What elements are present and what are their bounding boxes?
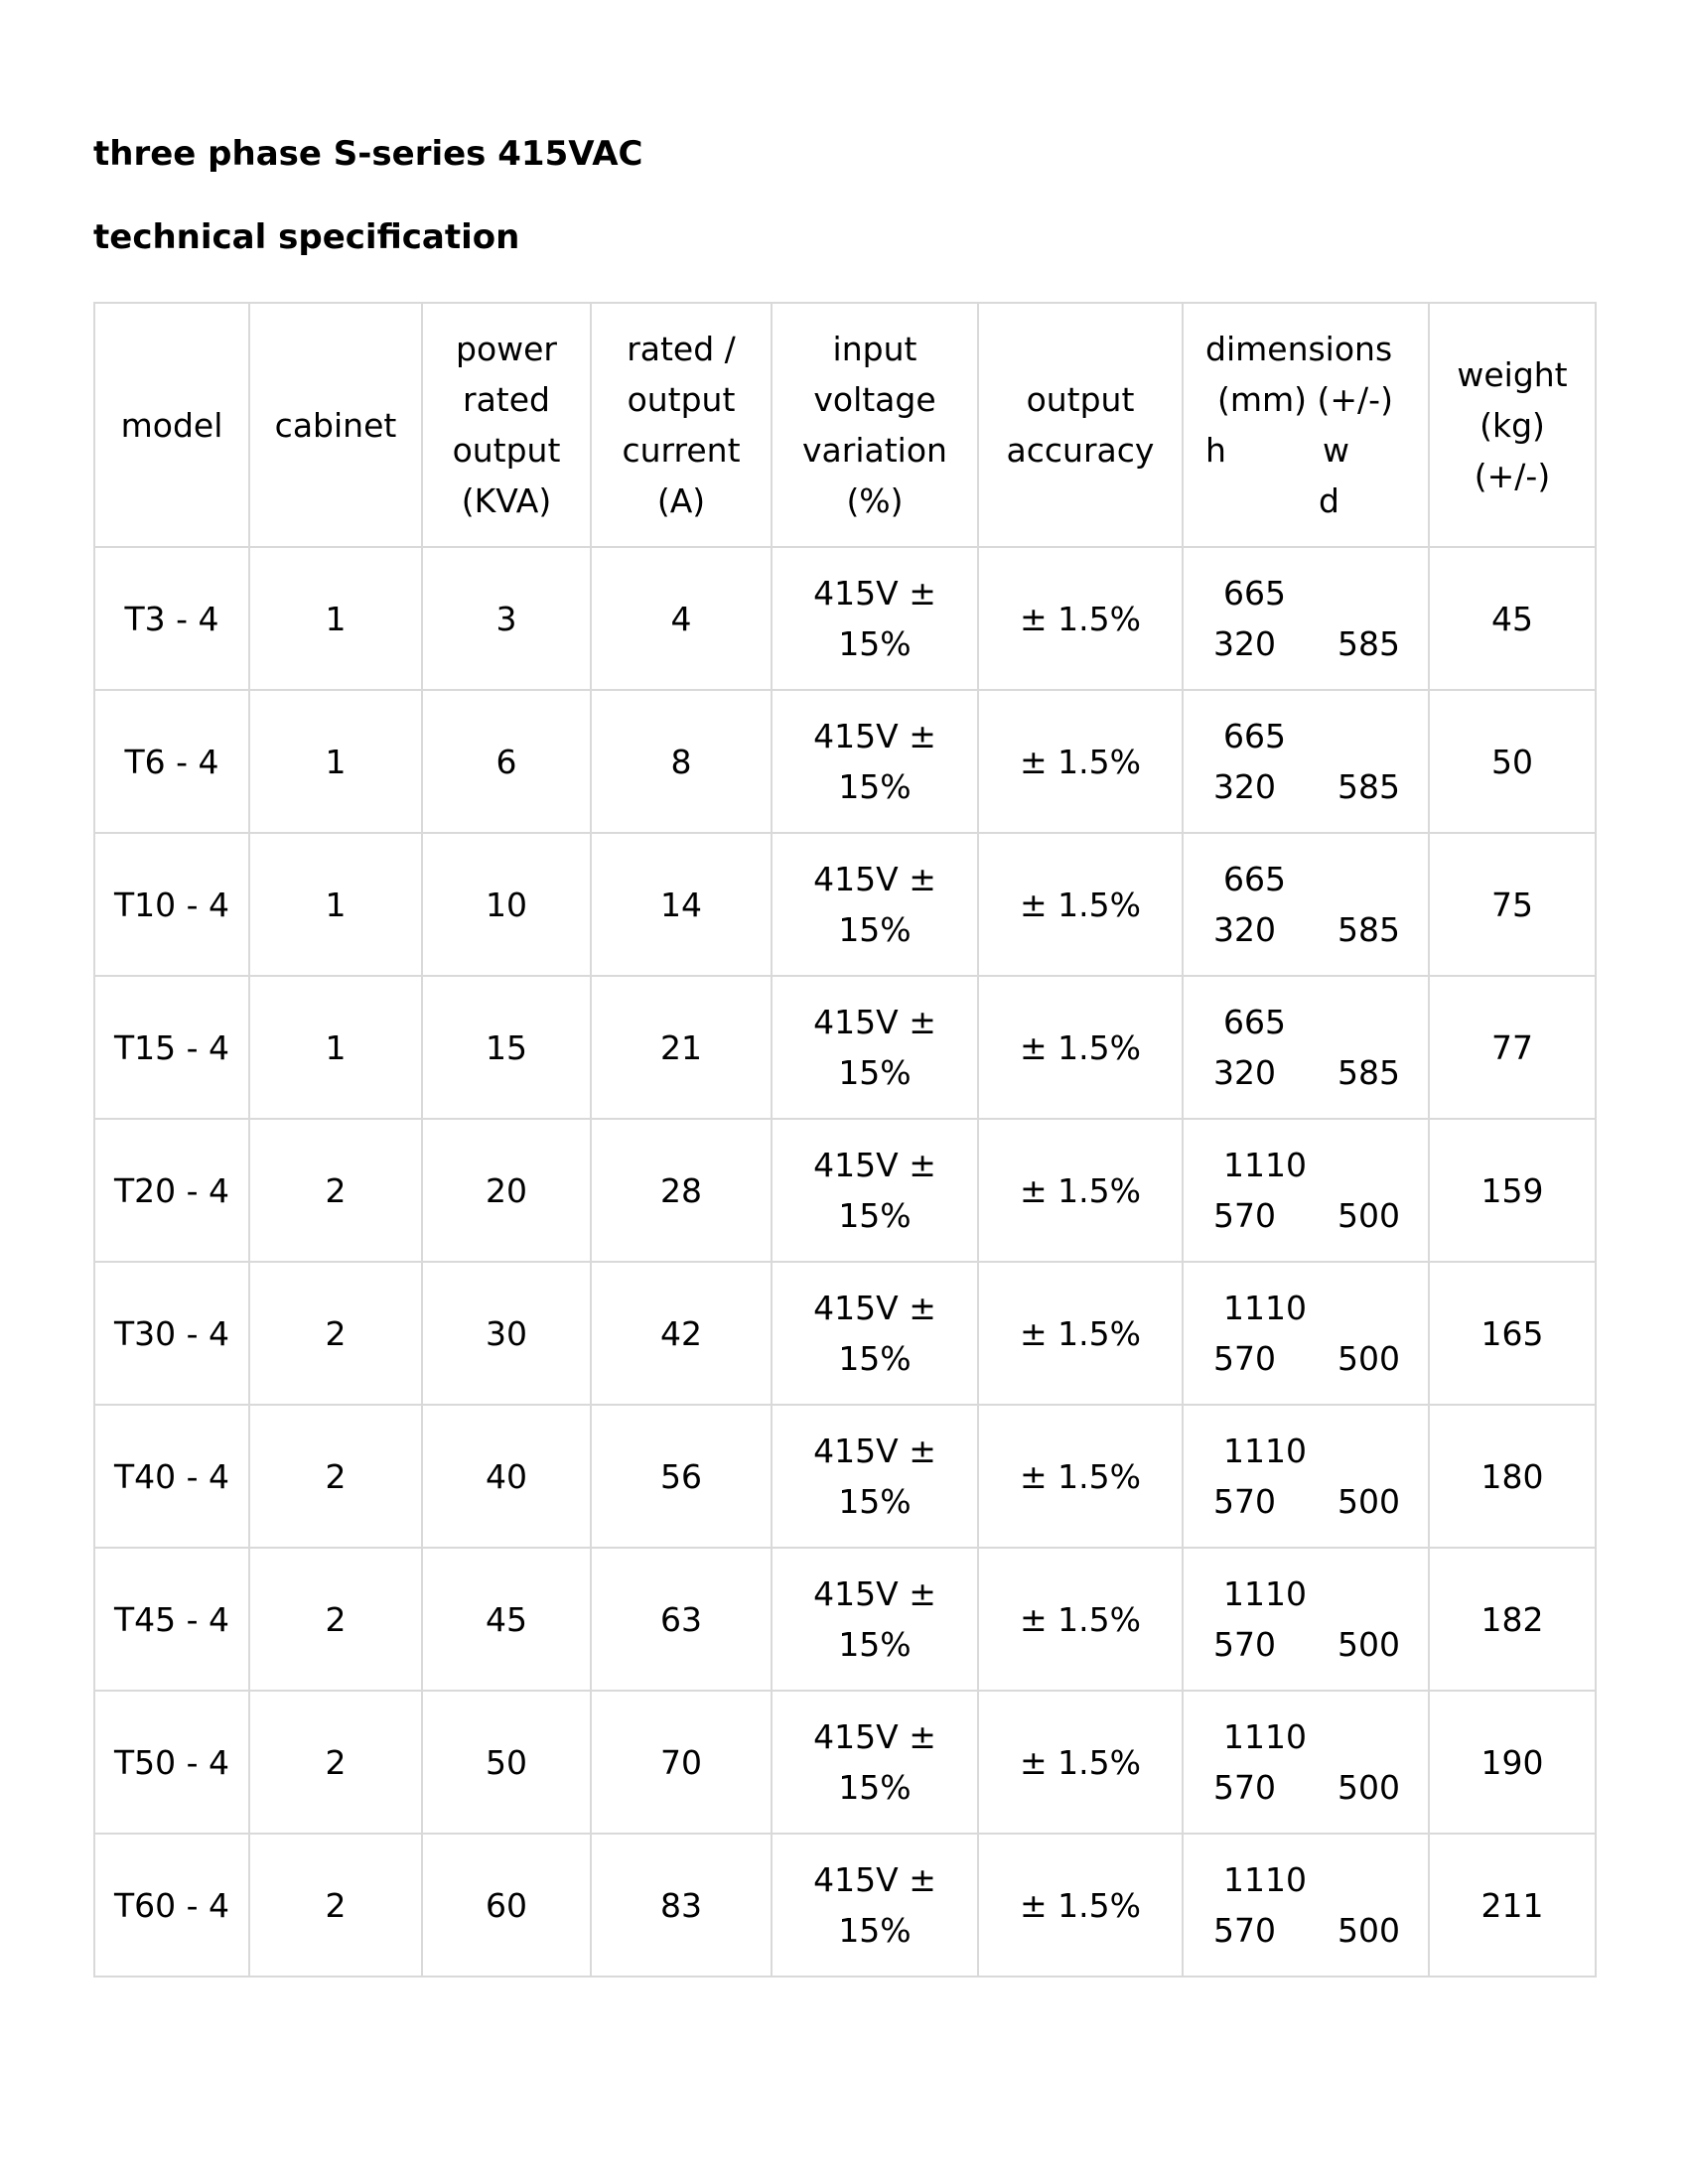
dimension-height: 1110	[1223, 1146, 1307, 1184]
cell-current: 8	[591, 690, 772, 833]
dimension-depth: 585	[1337, 910, 1400, 949]
table-row	[94, 1548, 1596, 1691]
dimensions-d-label: d	[1319, 481, 1339, 520]
dimension-width-depth	[1194, 1905, 1418, 1956]
cell-model: T6 - 4	[94, 690, 249, 833]
dimension-width: 570	[1213, 1911, 1276, 1950]
dimension-width: 570	[1213, 1482, 1276, 1521]
header-model: model	[94, 303, 249, 547]
cell-input-voltage: 415V ± 15%	[772, 1119, 978, 1262]
dimensions-values	[1194, 997, 1418, 1098]
dimension-height: 665	[1223, 717, 1286, 755]
cell-dimensions	[1183, 1548, 1429, 1691]
dimension-width-depth	[1194, 1476, 1418, 1527]
dimension-depth: 585	[1337, 624, 1400, 663]
header-row	[94, 303, 1596, 547]
cell-current: 21	[591, 976, 772, 1119]
dimension-width: 570	[1213, 1196, 1276, 1235]
table-row	[94, 1691, 1596, 1834]
cell-weight: 77	[1429, 976, 1596, 1119]
dimensions-w-label: w	[1323, 431, 1349, 470]
cell-dimensions	[1183, 690, 1429, 833]
cell-weight: 50	[1429, 690, 1596, 833]
dimension-height: 665	[1223, 860, 1286, 898]
dimension-depth: 585	[1337, 767, 1400, 806]
table-body	[94, 547, 1596, 1977]
cell-power: 45	[422, 1548, 591, 1691]
table-row	[94, 547, 1596, 690]
cell-model: T30 - 4	[94, 1262, 249, 1405]
dimension-width: 570	[1213, 1768, 1276, 1807]
cell-dimensions	[1183, 1834, 1429, 1977]
cell-power: 60	[422, 1834, 591, 1977]
header-weight: weight (kg) (+/-)	[1429, 303, 1596, 547]
dimensions-values	[1194, 568, 1418, 669]
dimension-depth: 500	[1337, 1196, 1400, 1235]
dimension-width-depth	[1194, 1619, 1418, 1670]
cell-current: 4	[591, 547, 772, 690]
cell-cabinet: 1	[249, 690, 422, 833]
dimensions-values	[1194, 1569, 1418, 1670]
cell-input-voltage: 415V ± 15%	[772, 1691, 978, 1834]
cell-dimensions	[1183, 833, 1429, 976]
header-output-accuracy: output accuracy	[978, 303, 1183, 547]
cell-model: T20 - 4	[94, 1119, 249, 1262]
dimension-height: 1110	[1223, 1432, 1307, 1470]
cell-cabinet: 1	[249, 976, 422, 1119]
cell-power: 40	[422, 1405, 591, 1548]
cell-dimensions	[1183, 547, 1429, 690]
cell-power: 6	[422, 690, 591, 833]
cell-power: 15	[422, 976, 591, 1119]
cell-dimensions	[1183, 1405, 1429, 1548]
cell-input-voltage: 415V ± 15%	[772, 547, 978, 690]
cell-model: T3 - 4	[94, 547, 249, 690]
dimension-width: 320	[1213, 1053, 1276, 1092]
dimensions-header-block	[1194, 324, 1418, 526]
cell-current: 28	[591, 1119, 772, 1262]
dimensions-values	[1194, 854, 1418, 955]
cell-output-accuracy: ± 1.5%	[978, 1119, 1183, 1262]
dimensions-unit: (mm) (+/-)	[1217, 380, 1393, 419]
cell-model: T15 - 4	[94, 976, 249, 1119]
dimension-width-depth	[1194, 761, 1418, 812]
table-row	[94, 833, 1596, 976]
cell-weight: 159	[1429, 1119, 1596, 1262]
dimension-width: 320	[1213, 910, 1276, 949]
cell-input-voltage: 415V ± 15%	[772, 833, 978, 976]
cell-current: 83	[591, 1834, 772, 1977]
cell-input-voltage: 415V ± 15%	[772, 690, 978, 833]
dimension-depth: 585	[1337, 1053, 1400, 1092]
cell-output-accuracy: ± 1.5%	[978, 833, 1183, 976]
cell-output-accuracy: ± 1.5%	[978, 1548, 1183, 1691]
dimensions-values	[1194, 1854, 1418, 1956]
table-row	[94, 690, 1596, 833]
dimension-width-depth	[1194, 1762, 1418, 1813]
cell-output-accuracy: ± 1.5%	[978, 1834, 1183, 1977]
cell-current: 14	[591, 833, 772, 976]
dimensions-values	[1194, 711, 1418, 812]
cell-output-accuracy: ± 1.5%	[978, 1405, 1183, 1548]
cell-dimensions	[1183, 1119, 1429, 1262]
cell-model: T45 - 4	[94, 1548, 249, 1691]
header-input-voltage: input voltage variation (%)	[772, 303, 978, 547]
specification-table	[93, 302, 1597, 1978]
cell-power: 3	[422, 547, 591, 690]
cell-weight: 75	[1429, 833, 1596, 976]
dimension-depth: 500	[1337, 1339, 1400, 1378]
header-dimensions	[1183, 303, 1429, 547]
cell-output-accuracy: ± 1.5%	[978, 690, 1183, 833]
cell-cabinet: 2	[249, 1834, 422, 1977]
cell-dimensions	[1183, 976, 1429, 1119]
dimensions-values	[1194, 1711, 1418, 1813]
dimension-height: 665	[1223, 1003, 1286, 1041]
cell-model: T40 - 4	[94, 1405, 249, 1548]
cell-input-voltage: 415V ± 15%	[772, 976, 978, 1119]
cell-input-voltage: 415V ± 15%	[772, 1834, 978, 1977]
cell-weight: 211	[1429, 1834, 1596, 1977]
dimensions-h-label: h	[1205, 431, 1226, 470]
cell-cabinet: 2	[249, 1548, 422, 1691]
cell-cabinet: 2	[249, 1262, 422, 1405]
dimension-depth: 500	[1337, 1768, 1400, 1807]
dimensions-values	[1194, 1140, 1418, 1241]
cell-model: T50 - 4	[94, 1691, 249, 1834]
document-title: three phase S-series 415VAC	[93, 134, 643, 174]
dimension-height: 1110	[1223, 1717, 1307, 1756]
table-row	[94, 1119, 1596, 1262]
dimension-height: 1110	[1223, 1860, 1307, 1899]
dimension-height: 1110	[1223, 1574, 1307, 1613]
table-row	[94, 1262, 1596, 1405]
dimension-depth: 500	[1337, 1482, 1400, 1521]
cell-weight: 180	[1429, 1405, 1596, 1548]
cell-model: T10 - 4	[94, 833, 249, 976]
cell-weight: 45	[1429, 547, 1596, 690]
cell-power: 30	[422, 1262, 591, 1405]
dimension-width-depth	[1194, 1047, 1418, 1098]
cell-power: 20	[422, 1119, 591, 1262]
dimension-height: 1110	[1223, 1289, 1307, 1327]
table-row	[94, 976, 1596, 1119]
cell-current: 63	[591, 1548, 772, 1691]
dimension-width: 570	[1213, 1339, 1276, 1378]
document-subtitle: technical specification	[93, 217, 520, 257]
cell-output-accuracy: ± 1.5%	[978, 1262, 1183, 1405]
cell-cabinet: 2	[249, 1119, 422, 1262]
cell-input-voltage: 415V ± 15%	[772, 1262, 978, 1405]
cell-current: 56	[591, 1405, 772, 1548]
cell-cabinet: 2	[249, 1691, 422, 1834]
table-header	[94, 303, 1596, 547]
dimensions-title: dimensions	[1205, 330, 1393, 368]
cell-weight: 165	[1429, 1262, 1596, 1405]
dimension-width-depth	[1194, 618, 1418, 669]
cell-output-accuracy: ± 1.5%	[978, 1691, 1183, 1834]
dimensions-values	[1194, 1426, 1418, 1527]
cell-dimensions	[1183, 1691, 1429, 1834]
dimension-width: 320	[1213, 767, 1276, 806]
cell-current: 42	[591, 1262, 772, 1405]
cell-input-voltage: 415V ± 15%	[772, 1548, 978, 1691]
dimensions-values	[1194, 1283, 1418, 1384]
header-current: rated / output current (A)	[591, 303, 772, 547]
cell-current: 70	[591, 1691, 772, 1834]
cell-dimensions	[1183, 1262, 1429, 1405]
cell-weight: 190	[1429, 1691, 1596, 1834]
cell-cabinet: 1	[249, 547, 422, 690]
header-power: power rated output (KVA)	[422, 303, 591, 547]
header-cabinet: cabinet	[249, 303, 422, 547]
dimension-width-depth	[1194, 904, 1418, 955]
table-row	[94, 1834, 1596, 1977]
cell-model: T60 - 4	[94, 1834, 249, 1977]
dimension-width-depth	[1194, 1190, 1418, 1241]
dimension-height: 665	[1223, 574, 1286, 613]
cell-output-accuracy: ± 1.5%	[978, 547, 1183, 690]
cell-input-voltage: 415V ± 15%	[772, 1405, 978, 1548]
dimension-width: 320	[1213, 624, 1276, 663]
dimension-depth: 500	[1337, 1625, 1400, 1664]
dimensions-hw	[1205, 425, 1418, 476]
cell-power: 50	[422, 1691, 591, 1834]
cell-output-accuracy: ± 1.5%	[978, 976, 1183, 1119]
table-row	[94, 1405, 1596, 1548]
cell-cabinet: 1	[249, 833, 422, 976]
cell-cabinet: 2	[249, 1405, 422, 1548]
dimension-depth: 500	[1337, 1911, 1400, 1950]
cell-power: 10	[422, 833, 591, 976]
dimension-width-depth	[1194, 1333, 1418, 1384]
dimension-width: 570	[1213, 1625, 1276, 1664]
cell-weight: 182	[1429, 1548, 1596, 1691]
